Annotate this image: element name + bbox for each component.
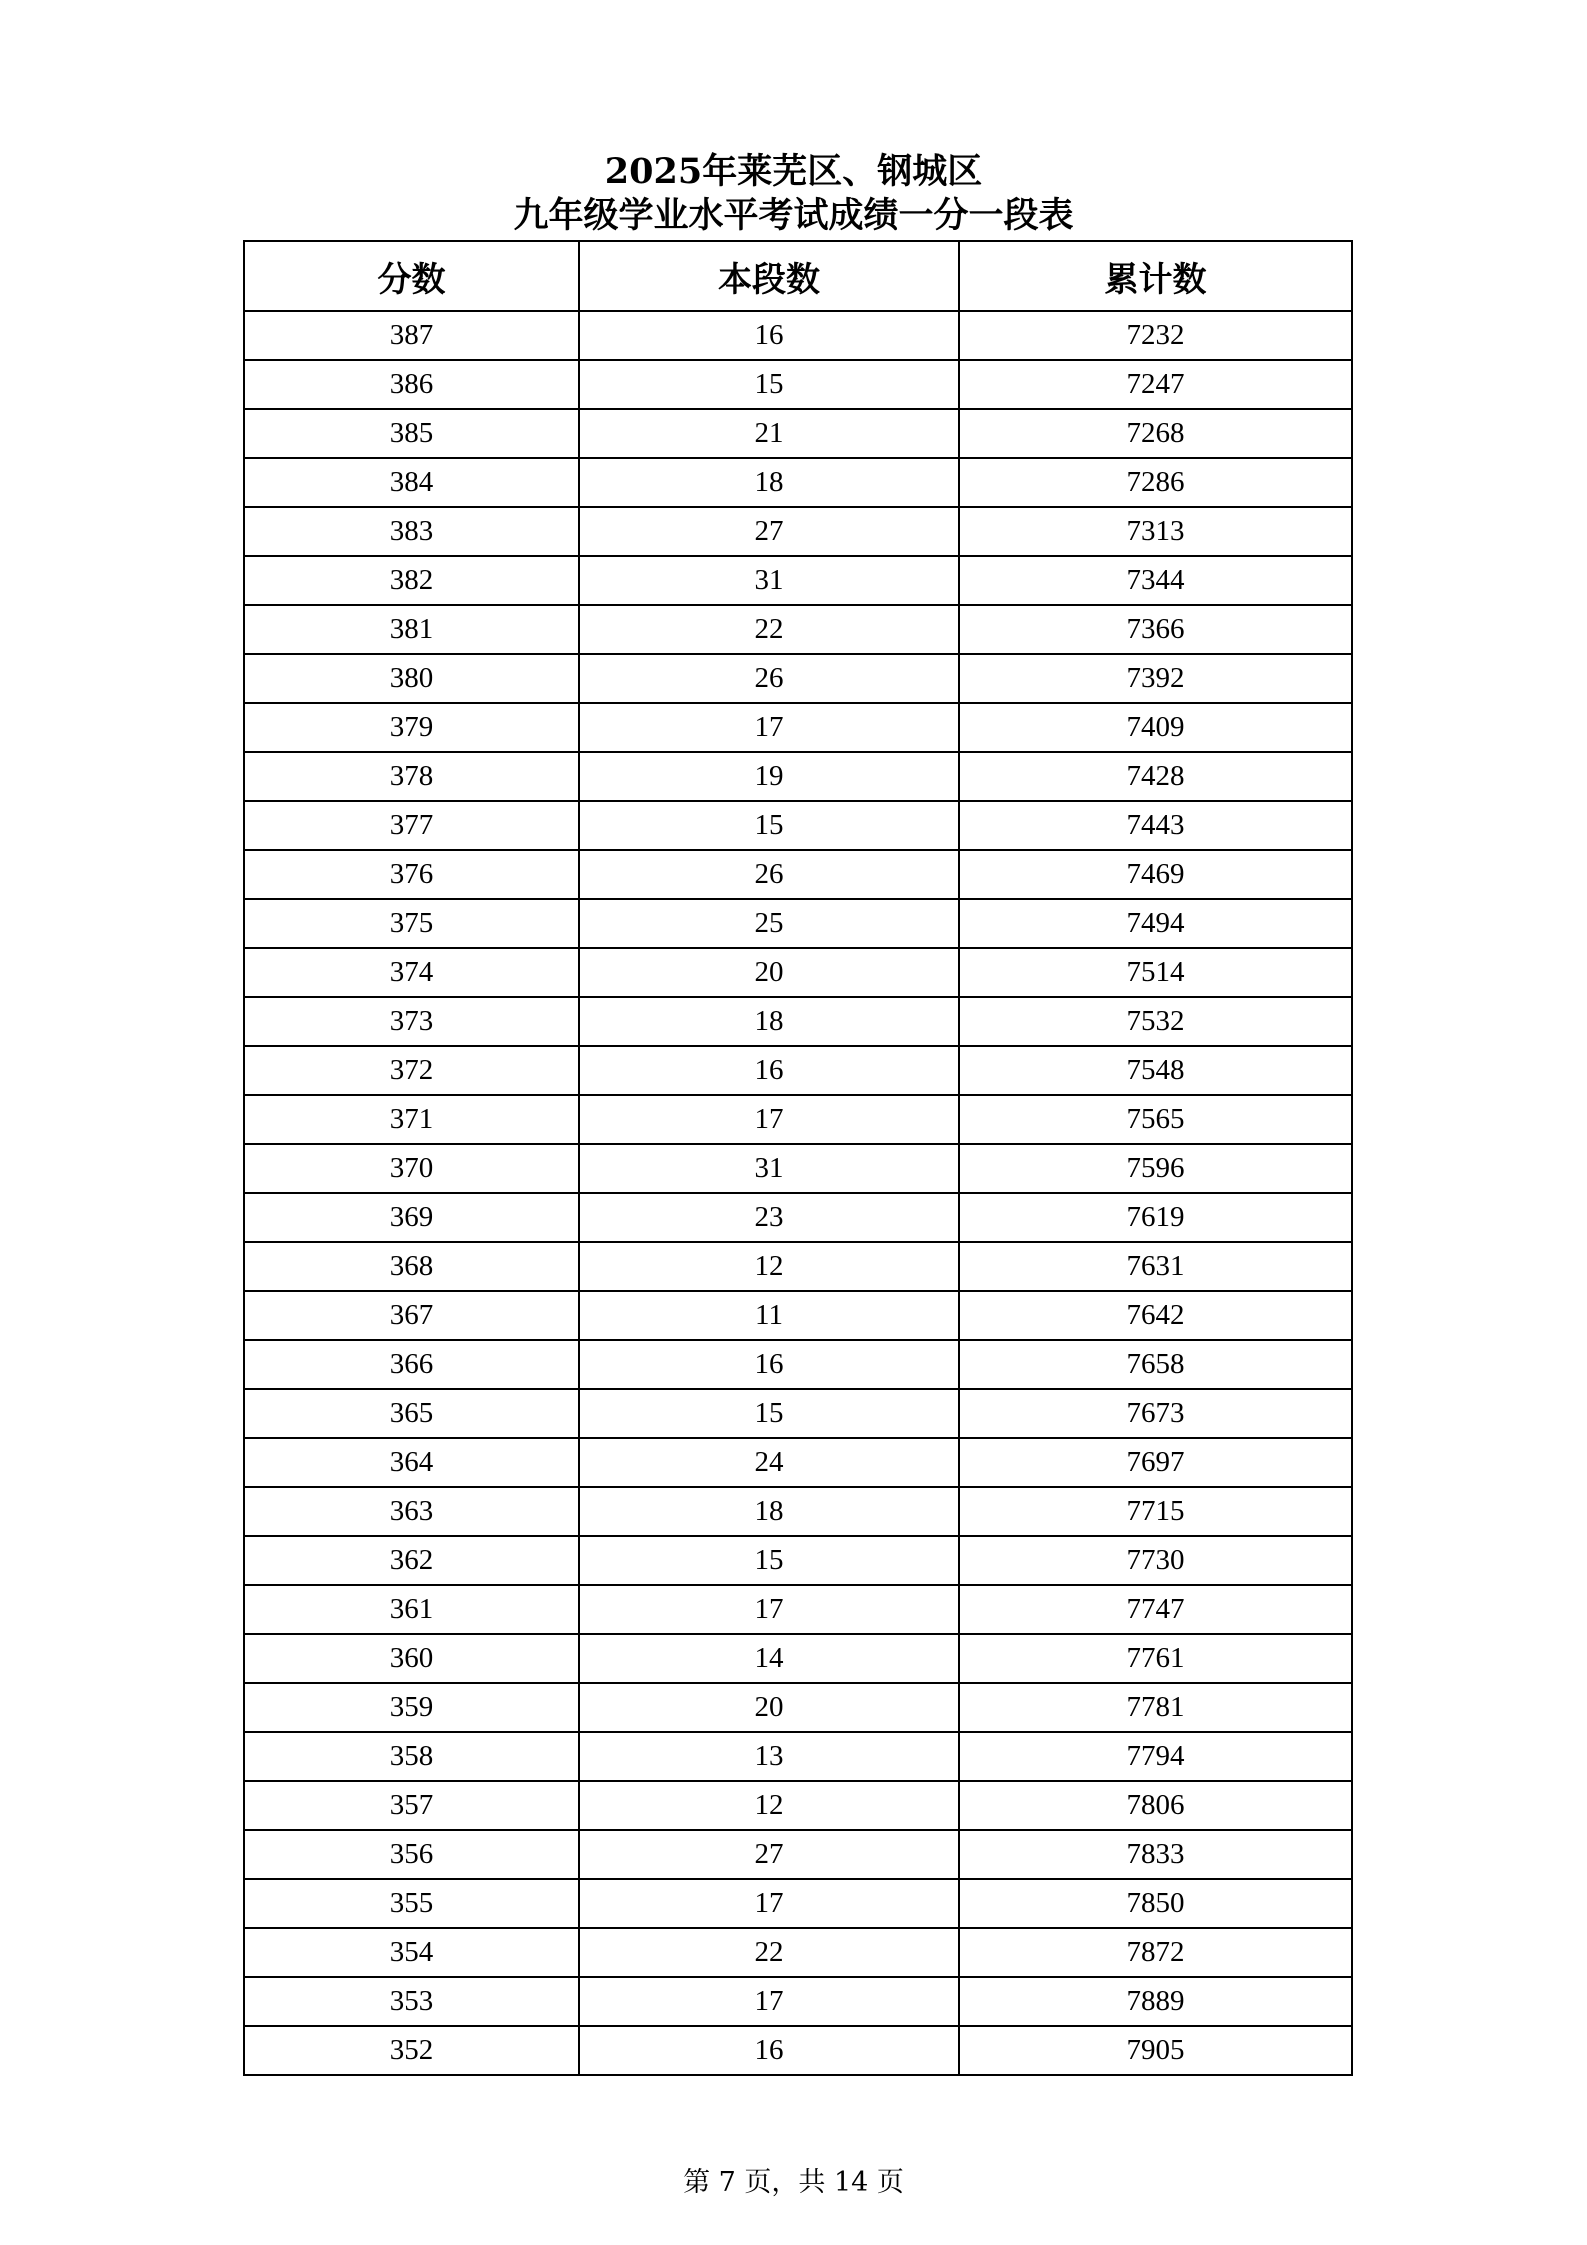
cumulative-count-cell: 7619 — [959, 1193, 1352, 1242]
segment-count-cell: 26 — [579, 654, 959, 703]
segment-count-cell: 18 — [579, 997, 959, 1046]
score-cell: 374 — [244, 948, 579, 997]
cumulative-count-cell: 7565 — [959, 1095, 1352, 1144]
table-row — [244, 1095, 1352, 1144]
cumulative-count-cell: 7532 — [959, 997, 1352, 1046]
segment-count-cell: 12 — [579, 1781, 959, 1830]
score-cell: 353 — [244, 1977, 579, 2026]
segment-count-cell: 31 — [579, 1144, 959, 1193]
cumulative-count-cell: 7794 — [959, 1732, 1352, 1781]
score-cell: 370 — [244, 1144, 579, 1193]
table-header-row — [244, 241, 1352, 311]
table-row — [244, 605, 1352, 654]
table-row — [244, 556, 1352, 605]
segment-count-cell: 21 — [579, 409, 959, 458]
table-row — [244, 1144, 1352, 1193]
table-row — [244, 409, 1352, 458]
column-header-score: 分数 — [244, 241, 579, 311]
score-cell: 373 — [244, 997, 579, 1046]
table-row — [244, 1879, 1352, 1928]
document-title-line1: 2025年莱芜区、钢城区 — [604, 151, 983, 192]
segment-count-cell: 17 — [579, 703, 959, 752]
segment-count-cell: 18 — [579, 1487, 959, 1536]
table-row — [244, 948, 1352, 997]
segment-count-cell: 31 — [579, 556, 959, 605]
score-cell: 367 — [244, 1291, 579, 1340]
cumulative-count-cell: 7658 — [959, 1340, 1352, 1389]
cumulative-count-cell: 7596 — [959, 1144, 1352, 1193]
cumulative-count-cell: 7631 — [959, 1242, 1352, 1291]
cumulative-count-cell: 7872 — [959, 1928, 1352, 1977]
score-cell: 366 — [244, 1340, 579, 1389]
segment-count-cell: 22 — [579, 1928, 959, 1977]
table-row — [244, 360, 1352, 409]
table-row — [244, 1781, 1352, 1830]
cumulative-count-cell: 7715 — [959, 1487, 1352, 1536]
cumulative-count-cell: 7761 — [959, 1634, 1352, 1683]
score-cell: 357 — [244, 1781, 579, 1830]
segment-count-cell: 27 — [579, 1830, 959, 1879]
segment-count-cell: 15 — [579, 1389, 959, 1438]
score-cell: 356 — [244, 1830, 579, 1879]
table-row — [244, 752, 1352, 801]
segment-count-cell: 13 — [579, 1732, 959, 1781]
score-cell: 365 — [244, 1389, 579, 1438]
segment-count-cell: 15 — [579, 801, 959, 850]
score-cell: 369 — [244, 1193, 579, 1242]
table-row — [244, 458, 1352, 507]
cumulative-count-cell: 7905 — [959, 2026, 1352, 2075]
document-title-line2: 九年级学业水平考试成绩一分一段表 — [513, 195, 1074, 236]
table-row — [244, 507, 1352, 556]
cumulative-count-cell: 7344 — [959, 556, 1352, 605]
table-row — [244, 1732, 1352, 1781]
table-row — [244, 311, 1352, 360]
score-cell: 355 — [244, 1879, 579, 1928]
table-row — [244, 654, 1352, 703]
score-cell: 377 — [244, 801, 579, 850]
score-cell: 375 — [244, 899, 579, 948]
table-row — [244, 997, 1352, 1046]
score-cell: 383 — [244, 507, 579, 556]
score-cell: 363 — [244, 1487, 579, 1536]
table-row — [244, 1438, 1352, 1487]
table-row — [244, 2026, 1352, 2075]
cumulative-count-cell: 7232 — [959, 311, 1352, 360]
score-cell: 364 — [244, 1438, 579, 1487]
score-cell: 381 — [244, 605, 579, 654]
table-row — [244, 801, 1352, 850]
segment-count-cell: 24 — [579, 1438, 959, 1487]
score-cell: 385 — [244, 409, 579, 458]
cumulative-count-cell: 7366 — [959, 605, 1352, 654]
table-row — [244, 1291, 1352, 1340]
cumulative-count-cell: 7806 — [959, 1781, 1352, 1830]
cumulative-count-cell: 7443 — [959, 801, 1352, 850]
table-row — [244, 1340, 1352, 1389]
score-cell: 359 — [244, 1683, 579, 1732]
cumulative-count-cell: 7469 — [959, 850, 1352, 899]
cumulative-count-cell: 7781 — [959, 1683, 1352, 1732]
cumulative-count-cell: 7247 — [959, 360, 1352, 409]
segment-count-cell: 20 — [579, 1683, 959, 1732]
cumulative-count-cell: 7392 — [959, 654, 1352, 703]
table-row — [244, 1487, 1352, 1536]
segment-count-cell: 18 — [579, 458, 959, 507]
score-cell: 387 — [244, 311, 579, 360]
cumulative-count-cell: 7730 — [959, 1536, 1352, 1585]
table-row — [244, 1536, 1352, 1585]
cumulative-count-cell: 7850 — [959, 1879, 1352, 1928]
cumulative-count-cell: 7313 — [959, 507, 1352, 556]
segment-count-cell: 16 — [579, 1046, 959, 1095]
table-row — [244, 1928, 1352, 1977]
score-cell: 380 — [244, 654, 579, 703]
cumulative-count-cell: 7747 — [959, 1585, 1352, 1634]
score-cell: 384 — [244, 458, 579, 507]
score-cell: 372 — [244, 1046, 579, 1095]
segment-count-cell: 27 — [579, 507, 959, 556]
score-cell: 360 — [244, 1634, 579, 1683]
cumulative-count-cell: 7494 — [959, 899, 1352, 948]
score-cell: 371 — [244, 1095, 579, 1144]
segment-count-cell: 20 — [579, 948, 959, 997]
cumulative-count-cell: 7514 — [959, 948, 1352, 997]
score-distribution-table — [243, 240, 1353, 2076]
segment-count-cell: 22 — [579, 605, 959, 654]
segment-count-cell: 25 — [579, 899, 959, 948]
segment-count-cell: 17 — [579, 1977, 959, 2026]
score-cell: 379 — [244, 703, 579, 752]
segment-count-cell: 16 — [579, 2026, 959, 2075]
table-row — [244, 1242, 1352, 1291]
cumulative-count-cell: 7833 — [959, 1830, 1352, 1879]
segment-count-cell: 17 — [579, 1585, 959, 1634]
table-row — [244, 850, 1352, 899]
table-row — [244, 1830, 1352, 1879]
segment-count-cell: 12 — [579, 1242, 959, 1291]
column-header-segment-count: 本段数 — [579, 241, 959, 311]
segment-count-cell: 14 — [579, 1634, 959, 1683]
score-cell: 386 — [244, 360, 579, 409]
segment-count-cell: 19 — [579, 752, 959, 801]
cumulative-count-cell: 7642 — [959, 1291, 1352, 1340]
segment-count-cell: 15 — [579, 1536, 959, 1585]
score-cell: 368 — [244, 1242, 579, 1291]
segment-count-cell: 26 — [579, 850, 959, 899]
score-cell: 354 — [244, 1928, 579, 1977]
page-footer: 第 7 页，共 14 页 — [683, 2167, 904, 2198]
segment-count-cell: 17 — [579, 1095, 959, 1144]
cumulative-count-cell: 7697 — [959, 1438, 1352, 1487]
table-body — [244, 311, 1352, 2075]
cumulative-count-cell: 7286 — [959, 458, 1352, 507]
score-cell: 378 — [244, 752, 579, 801]
segment-count-cell: 11 — [579, 1291, 959, 1340]
cumulative-count-cell: 7548 — [959, 1046, 1352, 1095]
cumulative-count-cell: 7409 — [959, 703, 1352, 752]
segment-count-cell: 15 — [579, 360, 959, 409]
segment-count-cell: 16 — [579, 1340, 959, 1389]
table-row — [244, 1193, 1352, 1242]
score-cell: 361 — [244, 1585, 579, 1634]
cumulative-count-cell: 7889 — [959, 1977, 1352, 2026]
score-cell: 358 — [244, 1732, 579, 1781]
table-row — [244, 1046, 1352, 1095]
table-row — [244, 703, 1352, 752]
cumulative-count-cell: 7428 — [959, 752, 1352, 801]
cumulative-count-cell: 7673 — [959, 1389, 1352, 1438]
table-row — [244, 1389, 1352, 1438]
score-cell: 376 — [244, 850, 579, 899]
table-row — [244, 1977, 1352, 2026]
score-cell: 382 — [244, 556, 579, 605]
table-row — [244, 1634, 1352, 1683]
table-row — [244, 1683, 1352, 1732]
cumulative-count-cell: 7268 — [959, 409, 1352, 458]
segment-count-cell: 23 — [579, 1193, 959, 1242]
segment-count-cell: 16 — [579, 311, 959, 360]
segment-count-cell: 17 — [579, 1879, 959, 1928]
score-cell: 352 — [244, 2026, 579, 2075]
column-header-cumulative-count: 累计数 — [959, 241, 1352, 311]
score-cell: 362 — [244, 1536, 579, 1585]
table-row — [244, 1585, 1352, 1634]
table-row — [244, 899, 1352, 948]
